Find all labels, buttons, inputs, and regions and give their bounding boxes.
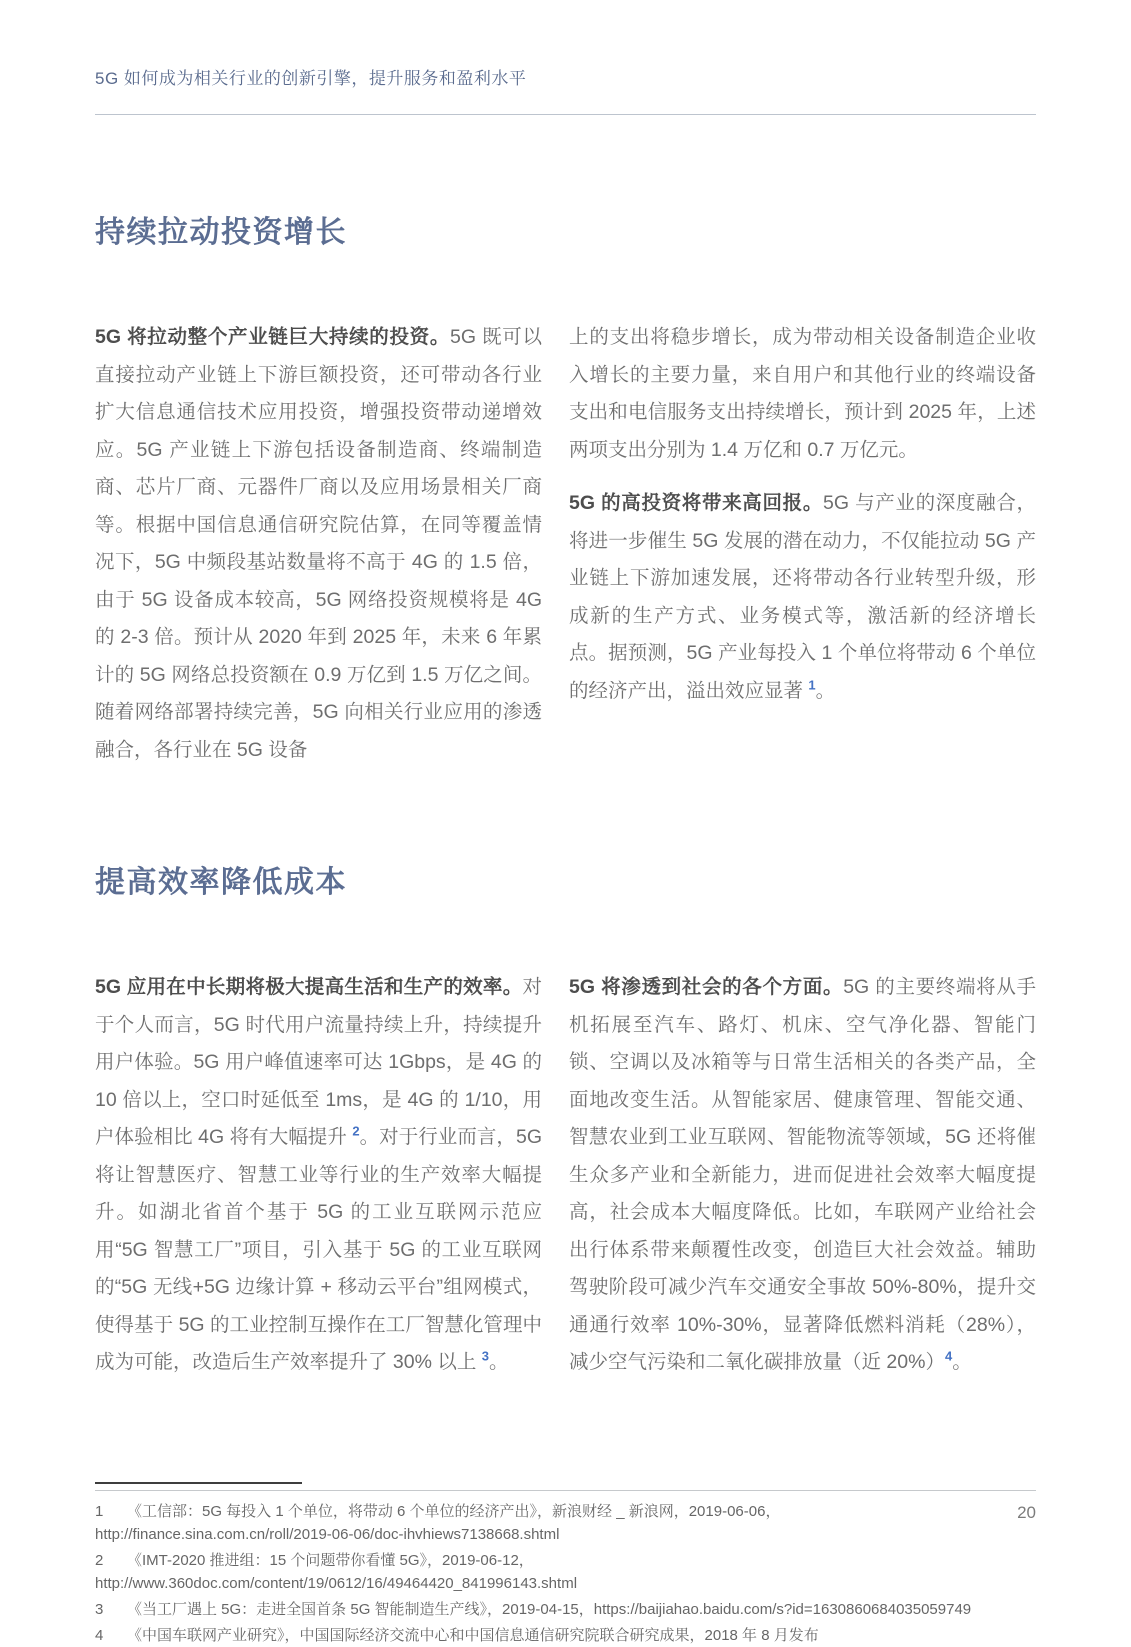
paragraph: 5G 应用在中长期将极大提高生活和生产的效率。对于个人而言，5G 时代用户流量持续上升，持续提升用户体验。5G 用户峰值速率可达 1Gbps，是 4G 的 10 倍以上，空口时延低至 1ms，是 4G 的 1/10，用户体验相比 4G 将有大幅提升 $^2$。对于行业而言，5G 将让智慧医疗、智慧工业等行业的生产效率大幅提升。如湖北省首个基于 5G 的工业互联网示范应用“5G 智慧工厂”项目，引入基于 5G 的工业互联网的“5G 无线+5G 边缘计算 + 移动云平台”组网模式，使得基于 5G 的工业控制互操作在工厂智慧化管理中成为可能，改造后生产效率提升了 30% 以上 $^3$。 <box>95 976 542 1373</box>
section-2-right-column <box>569 969 1036 1382</box>
paragraph: 5G 将拉动整个产业链巨大持续的投资。5G 既可以直接拉动产业链上下游巨额投资，还可带动各行业扩大信息通信技术应用投资，增强投资带动递增效应。5G 产业链上下游包括设备制造商、终端制造商、芯片厂商、元器件厂商以及应用场景相关厂商等。根据中国信息通信研究院估算，在同等覆盖情况下，5G 中频段基站数量将不高于 4G 的 1.5 倍，由于 5G 设备成本较高，5G 网络投资规模将是 4G 的 2-3 倍。预计从 2020 年到 2025 年，未来 6 年累计的 5G 网络总投资额在 0.9 万亿到 1.5 万亿之间。随着网络部署持续完善，5G 向相关行业应用的渗透融合，各行业在 5G 设备 <box>95 326 542 761</box>
section-1-left-column <box>95 319 542 769</box>
page-number: 20 <box>1017 1503 1036 1522</box>
header-divider <box>95 114 1036 115</box>
paragraph: 上的支出将稳步增长，成为带动相关设备制造企业收入增长的主要力量，来自用户和其他行业的终端设备支出和电信服务支出持续增长，预计到 2025 年，上述两项支出分别为 1.4 万亿和 0.7 万亿元。 <box>569 326 1036 461</box>
paragraph: 5G 的高投资将带来高回报。5G 与产业的深度融合，将进一步催生 5G 发展的潜在动力，不仅能拉动 5G 产业链上下游加速发展，还将带动各行业转型升级，形成新的生产方式、业务模式等，激活新的经济增长点。据预测，5G 产业每投入 1 个单位将带动 6 个单位的经济产出，溢出效应显著 $^1$。 <box>569 492 1036 702</box>
footnote-3-line <box>95 1598 1036 1621</box>
footnote-3 <box>95 1598 1036 1621</box>
page-header <box>95 0 1036 115</box>
paragraph: 5G 将渗透到社会的各个方面。5G 的主要终端将从手机拓展至汽车、路灯、机床、空气净化器、智能门锁、空调以及冰箱等与日常生活相关的各类产品，全面地改变生活。从智能家居、健康管理、智能交通、智慧农业到工业互联网、智能物流等领域，5G 还将催生众多产业和全新能力，进而促进社会效率大幅度提高，社会成本大幅度降低。比如，车联网产业给社会出行体系带来颠覆性改变，创造巨大社会效益。辅助驾驶阶段可减少汽车交通安全事故 50%-80%，提升交通通行效率 10%-30%，显著降低燃料消耗（28%），减少空气污染和二氧化碳排放量（近 20%）$^4$。 <box>569 976 1036 1373</box>
footnote-2-marker: 2 <box>95 1551 104 1569</box>
footnote-3-text: 《当工厂遇上 5G：走进全国首条 5G 智能制造生产线》，2019-04-15，https://baijiahao.baidu.com/s?id=1630860684035059749 <box>127 1600 972 1618</box>
page-footer <box>95 1490 1036 1523</box>
footnote-1-text: 《工信部：5G 每投入 1 个单位，将带动 6 个单位的经济产出》，新浪财经 _ 新浪网，2019-06-06， <box>127 1502 781 1520</box>
section-2-columns <box>95 969 1036 1382</box>
running-header-title: 5G 如何成为相关行业的创新引擎，提升服务和盈利水平 <box>95 69 527 88</box>
section-2-left-column <box>95 969 542 1382</box>
footnote-3-marker: 3 <box>95 1600 104 1618</box>
footnote-4-marker: 4 <box>95 1626 104 1644</box>
footer-divider <box>95 1490 1036 1491</box>
footnote-reference: 4 <box>944 1348 953 1364</box>
footnote-2-url: http://www.360doc.com/content/19/0612/16/49464420_841996143.shtml <box>95 1574 578 1592</box>
footnote-reference: 1 <box>808 677 816 692</box>
footnote-reference: 3 <box>481 1348 490 1364</box>
section-1-columns <box>95 319 1036 769</box>
section-heading-efficiency-cost: 提高效率降低成本 <box>95 866 347 899</box>
section-1-right-column <box>569 319 1036 769</box>
footnote-divider <box>95 1482 302 1484</box>
footnote-4 <box>95 1624 1036 1647</box>
footnote-2-text: 《IMT-2020 推进组：15 个问题带你看懂 5G》，2019-06-12， <box>127 1551 534 1569</box>
footnote-reference: 2 <box>352 1123 360 1139</box>
footnote-2-line <box>95 1549 1036 1572</box>
section-heading-investment-growth: 持续拉动投资增长 <box>95 216 347 249</box>
footnote-1-url: http://finance.sina.com.cn/roll/2019-06-06/doc-ihvhiews7138668.shtml <box>95 1525 560 1543</box>
footnote-4-text: 《中国车联网产业研究》，中国国际经济交流中心和中国信息通信研究院联合研究成果，2018 年 8 月发布 <box>127 1626 819 1644</box>
footnote-1-marker: 1 <box>95 1502 104 1520</box>
footnote-2 <box>95 1549 1036 1595</box>
footnote-4-line <box>95 1624 1036 1647</box>
